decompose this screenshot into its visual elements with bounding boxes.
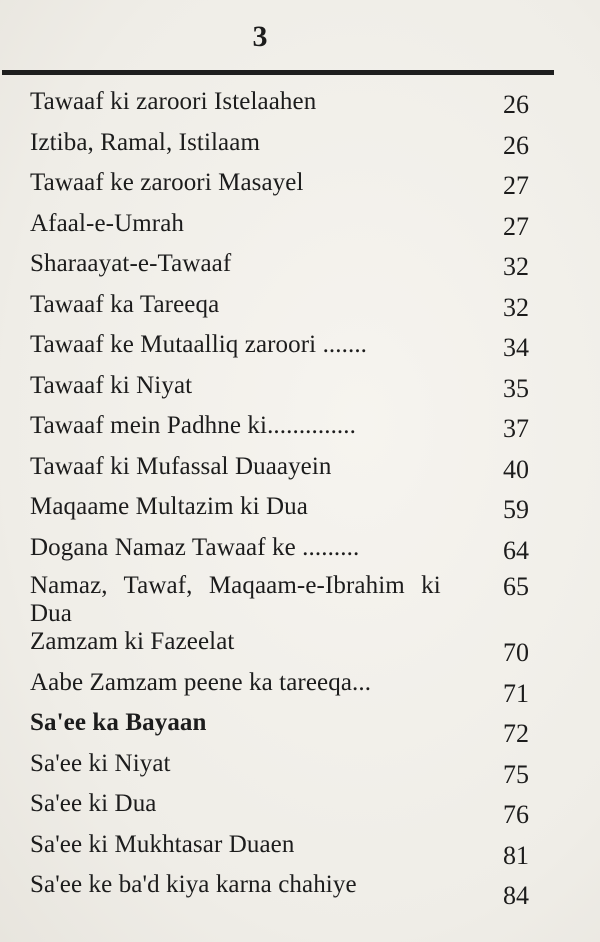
toc-entry-page: 26 [503,90,529,119]
toc-entry [30,125,540,166]
toc-entry-page: 64 [503,535,529,565]
toc-entry [30,408,540,449]
toc-entry-page: 37 [503,414,529,443]
toc-entry [30,449,540,490]
toc-entry-title: Namaz, Tawaf, Maqaam-e-Ibrahim ki Dua [30,572,441,627]
toc-entry-title: Tawaaf mein Padhne ki.............. [30,412,356,439]
toc-entry-page: 71 [503,678,529,708]
toc-entry-page: 32 [503,292,529,322]
toc-entry-page: 65 [503,572,529,601]
toc-entry-title: Sa'ee ki Niyat [30,749,171,777]
toc-entry [30,570,540,627]
toc-entry [30,489,540,530]
toc-entry-page: 76 [503,800,529,829]
toc-entry [30,705,540,746]
toc-entry-title: Tawaaf ki zaroori Istelaahen [30,88,317,115]
toc-entry-title: Iztiba, Ramal, Istilaam [30,128,260,156]
toc-entry [30,665,540,706]
toc-entry-page: 35 [503,373,529,403]
toc-entry [30,327,540,368]
toc-entry-title: Tawaaf ki Niyat [30,371,193,399]
toc-entry [30,287,540,328]
toc-entry-title: Zamzam ki Fazeelat [30,628,235,655]
toc-entry [30,867,540,908]
toc-entry-page: 81 [503,840,529,870]
toc-entry [30,206,540,247]
toc-entry-title: Sharaayat-e-Tawaaf [30,250,232,277]
toc-entry [30,165,540,206]
toc-entry [30,746,540,787]
toc-entry [30,530,540,571]
toc-entry [30,827,540,868]
toc-entry-title: Tawaaf ka Tareeqa [30,290,220,318]
toc-entry-title: Sa'ee ki Mukhtasar Duaen [30,830,295,858]
toc-entry-page: 40 [503,454,529,484]
toc-entry-title: Maqaame Multazim ki Dua [30,493,308,520]
toc-entry-page: 27 [503,171,529,200]
toc-entry-title: Sa'ee ke ba'd kiya karna chahiye [30,871,357,898]
toc-entry-page: 70 [503,638,529,667]
toc-entry [30,786,540,827]
toc-entry-page: 26 [503,130,529,160]
toc-entry-page: 84 [503,881,529,910]
toc-entry [30,368,540,409]
toc-entry-page: 32 [503,252,529,281]
toc-entry-page: 75 [503,759,529,789]
toc-entry-title: Aabe Zamzam peene ka tareeqa... [30,668,372,696]
toc-entry [30,624,540,665]
toc-entry-page: 27 [503,211,529,241]
toc-section-title: Sa'ee ka Bayaan [30,709,207,736]
toc-entry-title: Tawaaf ke Mutaalliq zaroori ....... [30,331,368,358]
toc-entry-title: Tawaaf ke zaroori Masayel [30,169,304,196]
toc-entry-title: Tawaaf ki Mufassal Duaayein [30,452,332,480]
page-number: 3 [252,20,268,53]
toc-entry-page: 59 [503,495,529,524]
toc-entry-title: Afaal-e-Umrah [30,209,184,237]
table-of-contents [30,84,540,908]
toc-entry [30,246,540,287]
toc-entry-page: 72 [503,719,529,748]
toc-entry [30,84,540,125]
header-rule [2,70,554,75]
toc-entry-page: 34 [503,333,529,362]
toc-entry-title: Dogana Namaz Tawaaf ke ......... [30,533,360,561]
toc-entry-title: Sa'ee ki Dua [30,790,157,817]
